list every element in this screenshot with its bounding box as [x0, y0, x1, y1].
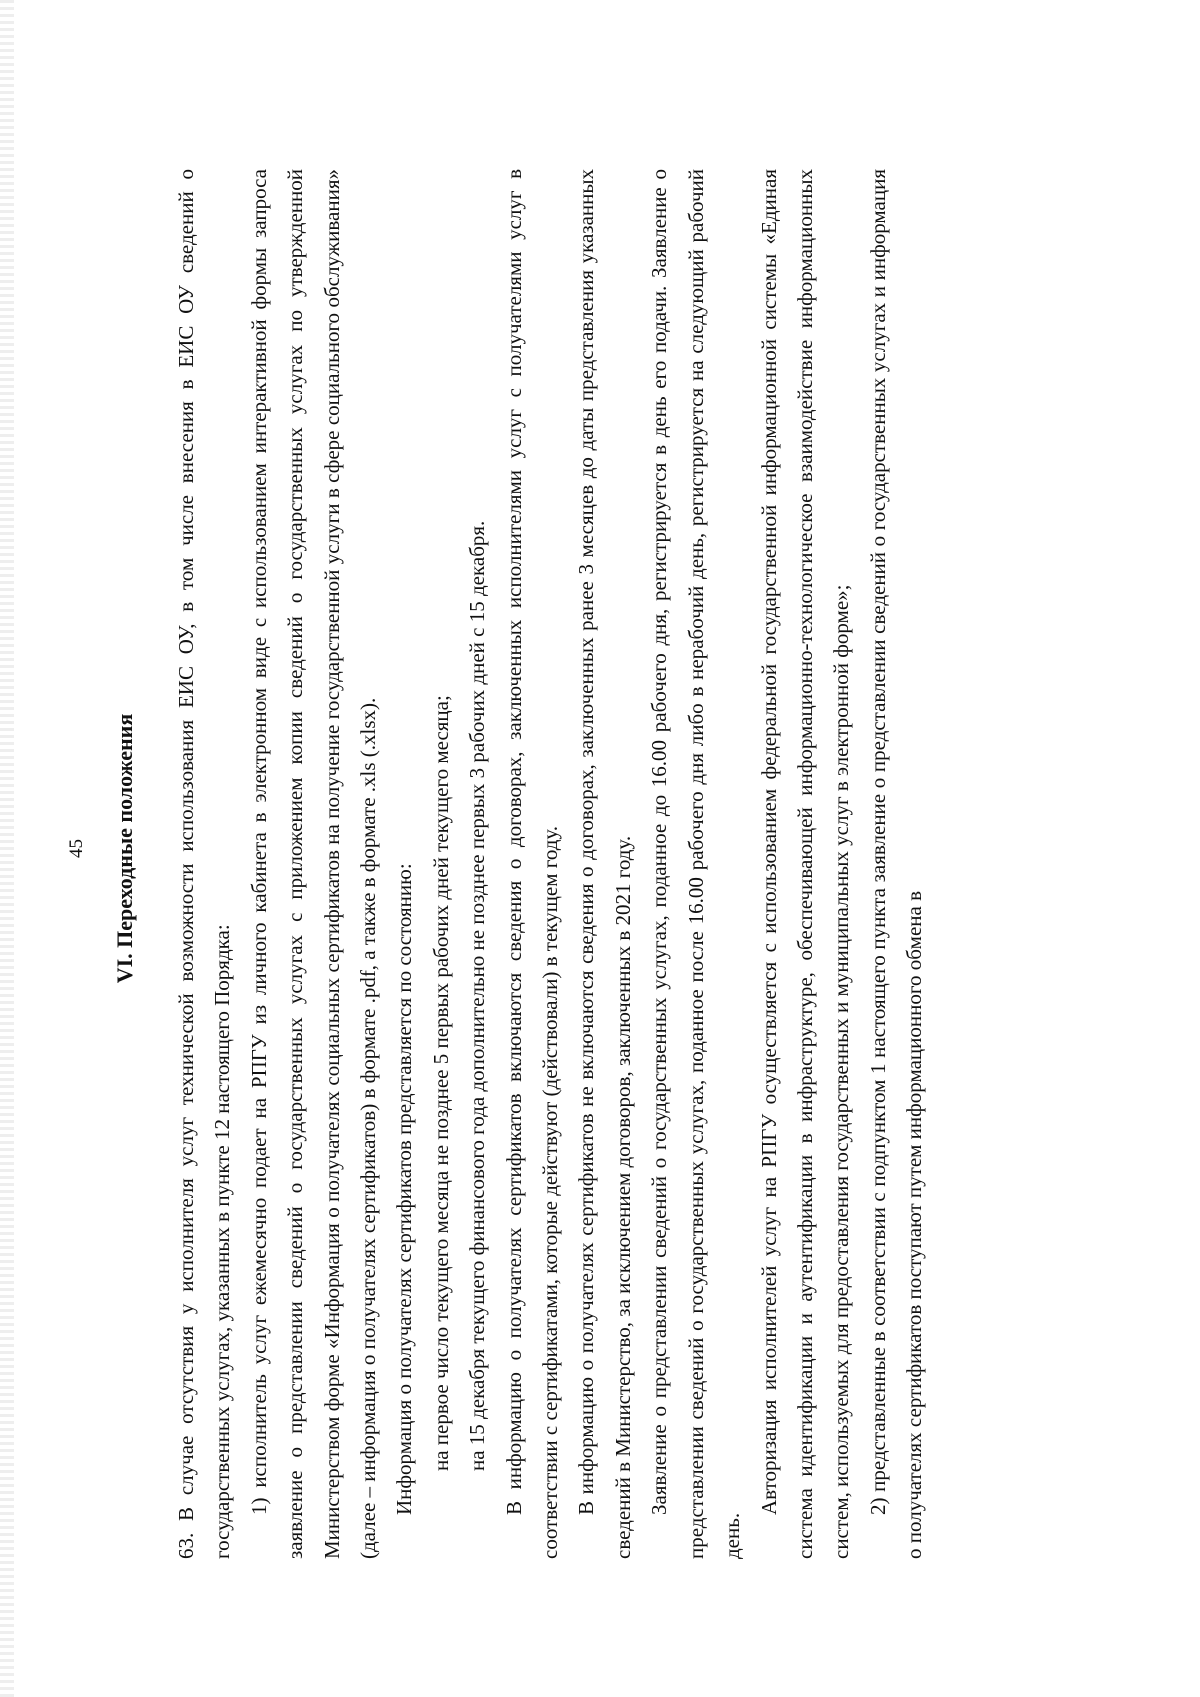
page-number: 45	[66, 839, 87, 858]
paragraph-first-day: на первое число текущего месяца не позднее 5 первых рабочих дней текущего месяца;	[428, 695, 453, 1471]
paragraph-excluded-contracts: В информацию о получателях сертификатов не включаются сведения о договорах, заключенных ранее 3 месяцев до даты представления указанных сведений в Министерство, за исключением договоров, заключенных в 2021 году.	[574, 169, 635, 1559]
paragraph-december-15: на 15 декабря текущего финансового года дополнительно не позднее первых 3 рабочих дней с 15 декабря.	[465, 520, 490, 1471]
paragraph-63: 63. В случае отсутствия у исполнителя услуг технической возможности использования ЕИС ОУ, в том числе внесения в ЕИС ОУ сведений о государственных услугах, указанных в пункте 12 настоящего Порядка:	[174, 169, 235, 1559]
paragraph-authorization: Авторизация исполнителей услуг на РПГУ осуществляется с использованием федеральной государственной информационной системы «Единая система идентификации и аутентификации в инфраструктуре, обеспечивающей информационно-технологическое взаимодействие информационных систем, используемых для предоставления государственных и муниципальных услуг в электронной форме»;	[756, 169, 854, 1559]
paragraph-info-state: Информация о получателях сертификатов представляется по состоянию:	[392, 863, 417, 1515]
paragraph-included-contracts: В информацию о получателях сертификатов включаются сведения о договорах, заключенных исполнителями услуг с получателями услуг в соответствии с сертификатами, которые действуют (действовали) в текущем году.	[501, 169, 563, 1559]
section-title: VI. Переходные положения	[112, 713, 137, 984]
paragraph-registration: Заявление о представлении сведений о государственных услугах, поданное до 16.00 рабочего дня, регистрируется в день его подачи. Заявление о представлении сведений о государственных услугах, поданное после 16.00 рабочего дня либо в нерабочий день, регистрируется на следующий рабочий день.	[647, 169, 745, 1559]
paragraph-subitem-1: 1) исполнитель услуг ежемесячно подает на РПГУ из личного кабинета в электронном виде с использованием интерактивной формы запроса заявление о представлении сведений о государственных услугах с приложением копии сведений о государственных услугах по утвержденной Министерством форме «Информация о получателях социальных сертификатов на получение государственной услуги в сфере социального обслуживания» (далее – информация о получателях сертификатов) в формате .pdf, а также в формате .xls (.xlsx).	[246, 169, 381, 1559]
text-block	[168, 169, 933, 1559]
paragraph-subitem-2: 2) представленные в соответствии с подпунктом 1 настоящего пункта заявление о представлении сведений о государственных услугах и информация о получателях сертификатов поступают путем информационного обмена в	[865, 169, 927, 1559]
